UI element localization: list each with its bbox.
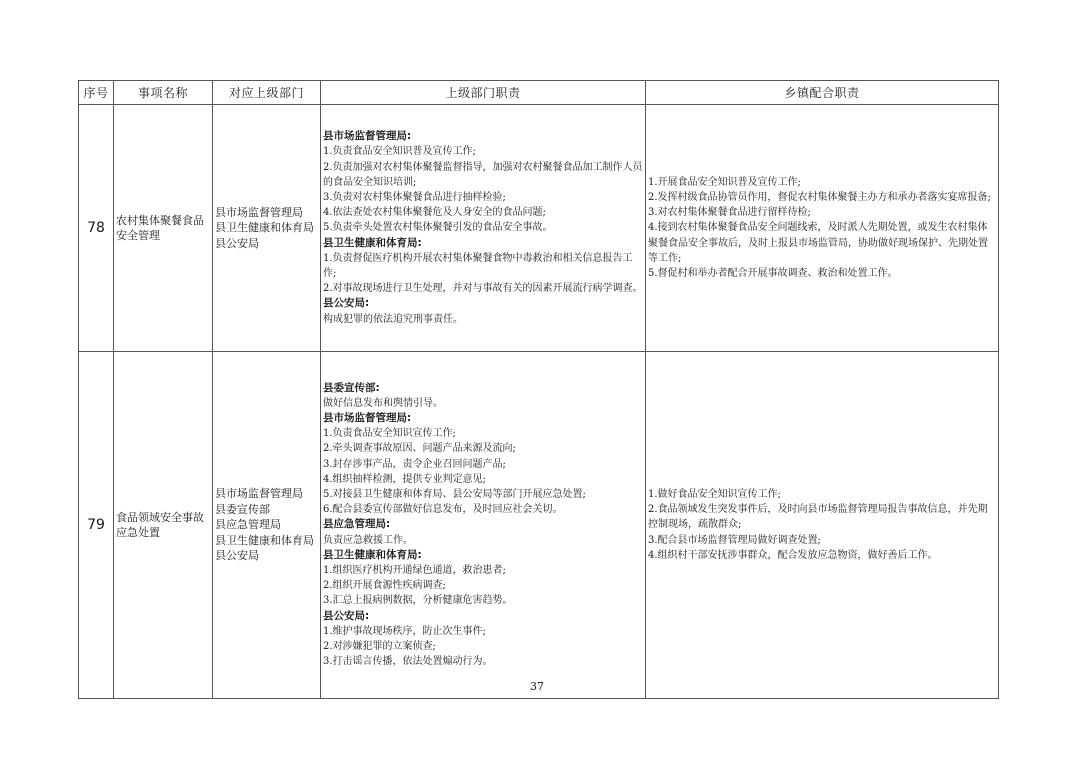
header-row bbox=[79, 81, 999, 105]
agency-heading: 县卫生健康和体育局: bbox=[323, 548, 422, 561]
duty-item: 5.负责牵头处置农村集体聚餐引发的食品安全事故。 bbox=[323, 222, 553, 234]
agency-heading: 县市场监督管理局: bbox=[323, 411, 412, 424]
agency-heading: 县卫生健康和体育局: bbox=[323, 236, 422, 249]
agency-heading: 县市场监督管理局: bbox=[323, 130, 412, 143]
header-dept: 对应上级部门 bbox=[213, 81, 321, 105]
agency-heading: 县委宣传部: bbox=[323, 381, 380, 394]
town-duties bbox=[646, 352, 999, 699]
duty-table bbox=[78, 80, 999, 699]
dept-name: 县市场监督管理局 bbox=[215, 205, 303, 219]
upper-duties bbox=[321, 105, 646, 352]
duty-item: 2.牵头调查事故原因、问题产品来源及流向; bbox=[323, 443, 516, 455]
item-name: 食品领域安全事故应急处置 bbox=[114, 352, 213, 699]
duty-item: 负责应急救援工作。 bbox=[323, 534, 413, 546]
row-number: 78 bbox=[79, 105, 114, 352]
duty-item: 2.对事故现场进行卫生处理，并对与事故有关的因素开展流行病学调查。 bbox=[323, 283, 643, 295]
duty-item: 3.封存涉事产品，责令企业召回问题产品; bbox=[323, 458, 506, 470]
dept-name: 县委宣传部 bbox=[215, 502, 270, 516]
duty-item: 2.组织开展食源性疾病调查; bbox=[323, 580, 446, 592]
header-upper-duties: 上级部门职责 bbox=[321, 81, 646, 105]
dept-name: 县公安局 bbox=[215, 236, 259, 250]
duty-item: 5.对接县卫生健康和体育局、县公安局等部门开展应急处置; bbox=[323, 488, 586, 500]
header-name: 事项名称 bbox=[114, 81, 213, 105]
duty-item: 做好信息发布和舆情引导。 bbox=[323, 397, 443, 409]
dept-list bbox=[213, 352, 321, 699]
town-duty-item: 3.配合县市场监督管理局做好调查处置; bbox=[648, 534, 821, 546]
town-duty-item: 2.发挥村级食品协管员作用，督促农村集体聚餐主办方和承办者落实宴席报备; bbox=[648, 191, 991, 203]
item-name: 农村集体聚餐食品安全管理 bbox=[114, 105, 213, 352]
town-duty-item: 5.督促村和举办者配合开展事故调查、救治和处置工作。 bbox=[648, 268, 898, 279]
duty-item: 1.组织医疗机构开通绿色通道，救治患者; bbox=[323, 565, 506, 576]
dept-name: 县卫生健康和体育局 bbox=[215, 533, 314, 547]
town-duty-item: 3.对农村集体聚餐食品进行留样待检; bbox=[648, 207, 811, 219]
dept-list bbox=[213, 105, 321, 352]
duty-item: 构成犯罪的依法追究刑事责任。 bbox=[323, 313, 463, 325]
town-duty-item: 1.做好食品安全知识宣传工作; bbox=[648, 488, 781, 500]
duty-item: 2.对涉嫌犯罪的立案侦查; bbox=[323, 641, 436, 653]
table-row bbox=[79, 105, 999, 352]
upper-duties bbox=[321, 352, 646, 699]
dept-name: 县卫生健康和体育局 bbox=[215, 221, 314, 235]
duty-item: 1.负责食品安全知识宣传工作; bbox=[323, 428, 456, 440]
duty-item: 3.打击谣言传播，依法处置煽动行为。 bbox=[323, 656, 493, 668]
duty-item: 3.汇总上报病例数据，分析健康危害趋势。 bbox=[323, 595, 513, 607]
town-duty-item: 4.组织村干部安抚涉事群众，配合发放应急物资，做好善后工作。 bbox=[648, 549, 938, 561]
town-duty-item: 1.开展食品安全知识普及宣传工作; bbox=[648, 176, 801, 188]
duty-item: 1.维护事故现场秩序，防止次生事件; bbox=[323, 625, 486, 637]
row-number: 79 bbox=[79, 352, 114, 699]
dept-name: 县应急管理局 bbox=[215, 518, 281, 532]
duty-item: 6.配合县委宣传部做好信息发布，及时回应社会关切。 bbox=[323, 504, 563, 516]
town-duty-item: 4.接到农村集体聚餐食品安全问题线索，及时派人先期处置，或发生农村集体聚餐食品安全事故后，及时上报县市场监管局，协助做好现场保护、先期处置等工作; bbox=[648, 222, 988, 264]
header-town-duties: 乡镇配合职责 bbox=[646, 81, 999, 105]
agency-heading: 县公安局: bbox=[323, 609, 370, 622]
agency-heading: 县公安局: bbox=[323, 297, 370, 310]
duty-item: 1.负责食品安全知识普及宣传工作; bbox=[323, 146, 476, 158]
table-row bbox=[79, 352, 999, 699]
header-no: 序号 bbox=[79, 81, 114, 105]
duty-item: 4.依法查处农村集体聚餐危及人身安全的食品问题; bbox=[323, 207, 546, 219]
dept-name: 县公安局 bbox=[215, 549, 259, 563]
page-number: 37 bbox=[530, 680, 544, 693]
agency-heading: 县应急管理局: bbox=[323, 518, 391, 531]
dept-name: 县市场监督管理局 bbox=[215, 487, 303, 501]
town-duties bbox=[646, 105, 999, 352]
duty-item: 2.负责加强对农村集体聚餐监督指导，加强对农村聚餐食品加工制作人员的食品安全知识培训; bbox=[323, 161, 643, 188]
duty-item: 4.组织抽样检测，提供专业判定意见; bbox=[323, 473, 486, 485]
duty-item: 3.负责对农村集体聚餐食品进行抽样检验; bbox=[323, 191, 506, 203]
duty-item: 1.负责督促医疗机构开展农村集体聚餐食物中毒救治和相关信息报告工作; bbox=[323, 252, 633, 279]
town-duty-item: 2.食品领域发生突发事件后，及时向县市场监督管理局报告事故信息，并先期控制现场，疏散群众; bbox=[648, 504, 988, 531]
